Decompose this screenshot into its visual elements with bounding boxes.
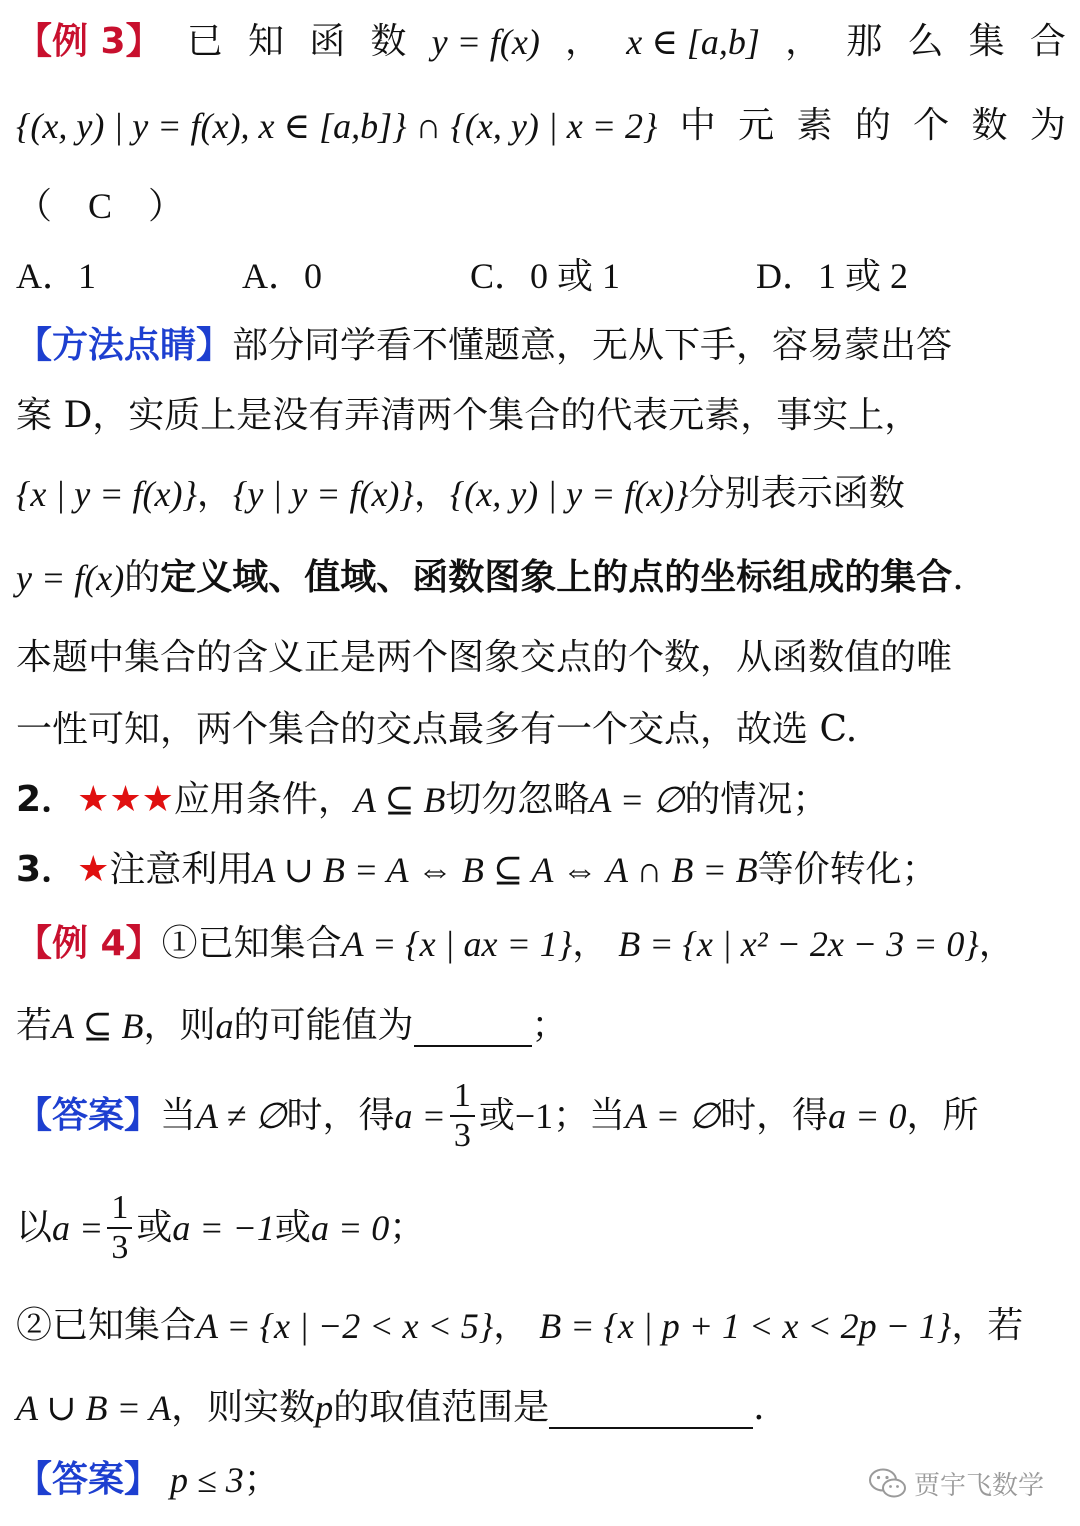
method-line5: 本题中集合的含义正是两个图象交点的个数，从函数值的唯: [16, 637, 953, 678]
method-tag: 【方法点睛】: [16, 325, 233, 366]
math-domain: x ∈ [a,b]: [626, 22, 760, 62]
watermark: [868, 1465, 1044, 1502]
example4b-line2: A ∪ B = A ，则实数 p 的取值范围是 .: [16, 1387, 765, 1428]
method-line2: 案 D，实质上是没有弄清两个集合的代表元素，事实上，: [16, 395, 921, 436]
example3-line2: {(x, y) | y = f(x), x ∈ [a,b]} ∩ {(x, y) | x = 2} 中 元 素 的 个 数 为: [16, 98, 1066, 154]
answer1-line1: 【答案】 当 A ≠ ∅ 时，得 a = $\frac{1}{3}$ 或 −1 ；当 A = ∅ 时，得 a = 0 ，所: [16, 1077, 979, 1154]
example3-options: [16, 248, 1066, 304]
method-line1: 【方法点睛】 部分同学看不懂题意，无从下手，容易蒙出答: [16, 318, 1066, 374]
rating-stars: ★★★: [77, 779, 174, 820]
example4-line2: 若 A ⊆ B ，则 a 的可能值为 ；: [16, 1005, 568, 1046]
example4-line1: 【例 4】 ①已知集合 A = {x | ax = 1} ， B = {x | x² − 2x − 3 = 0} ，: [16, 916, 1066, 972]
example4-tag: 【例 4】: [16, 923, 162, 964]
method-line6: 一性可知，两个集合的交点最多有一个交点，故选 C.: [16, 709, 858, 750]
fraction-one-third: $\frac{1}{3}$: [107, 1189, 132, 1267]
answer1-line2: 以 a = $\frac{1}{3}$ 或 a = −1 或 a = 0 ；: [16, 1189, 426, 1266]
option-d: D．1 或 2: [756, 256, 908, 296]
example4b-line1: ②已知集合 A = {x | −2 < x < 5} ， B = {x | p + 1 < x < 2p − 1} ，若: [16, 1305, 1024, 1346]
wechat-icon: [868, 1467, 908, 1501]
example3-answer: （ C ）: [16, 186, 185, 226]
answer-tag: 【答案】: [16, 1459, 161, 1500]
fraction-one-third: $\frac{1}{3}$: [450, 1077, 475, 1155]
method-key-point: 定义域、值域、函数图象上的点的坐标组成的集合: [160, 557, 953, 598]
answer-blank[interactable]: [549, 1387, 753, 1429]
point2: 2． ★★★ 应用条件， A ⊆ B 切勿忽略 A = ∅ 的情况；: [16, 772, 1066, 828]
method-line4: y = f(x) 的 定义域、值域、函数图象上的点的坐标组成的集合 .: [16, 550, 1066, 606]
rating-star: ★: [77, 849, 110, 890]
option-a1: A．1: [16, 256, 96, 296]
method-line3: {x | y = f(x)} ， {y | y = f(x)} ， {(x, y) | y = f(x)} 分别表示函数: [16, 473, 905, 514]
example3-line1: 【例 3】 已 知 函 数 y = f(x) ， x ∈ [a,b] ， 那 么 集 合: [16, 14, 1066, 70]
answer-tag: 【答案】: [16, 1095, 161, 1136]
answer-blank[interactable]: [414, 1005, 532, 1047]
example3-tag: 【例 3】: [16, 21, 162, 62]
math-set-intersection: {(x, y) | y = f(x), x ∈ [a,b]} ∩ {(x, y) | x = 2}: [16, 106, 658, 146]
option-a2: A．0: [242, 256, 322, 296]
math-function: y = f(x): [431, 22, 540, 62]
watermark-text: 贾宇飞数学: [913, 1471, 1044, 1501]
answer2: 【答案】 p ≤ 3 ；: [16, 1452, 1066, 1508]
point3: 3． ★ 注意利用 A ∪ B = A ⇔ B ⊆ A ⇔ A ∩ B = B 等价转化；: [16, 842, 1066, 898]
option-c: C．0 或 1: [470, 256, 621, 296]
